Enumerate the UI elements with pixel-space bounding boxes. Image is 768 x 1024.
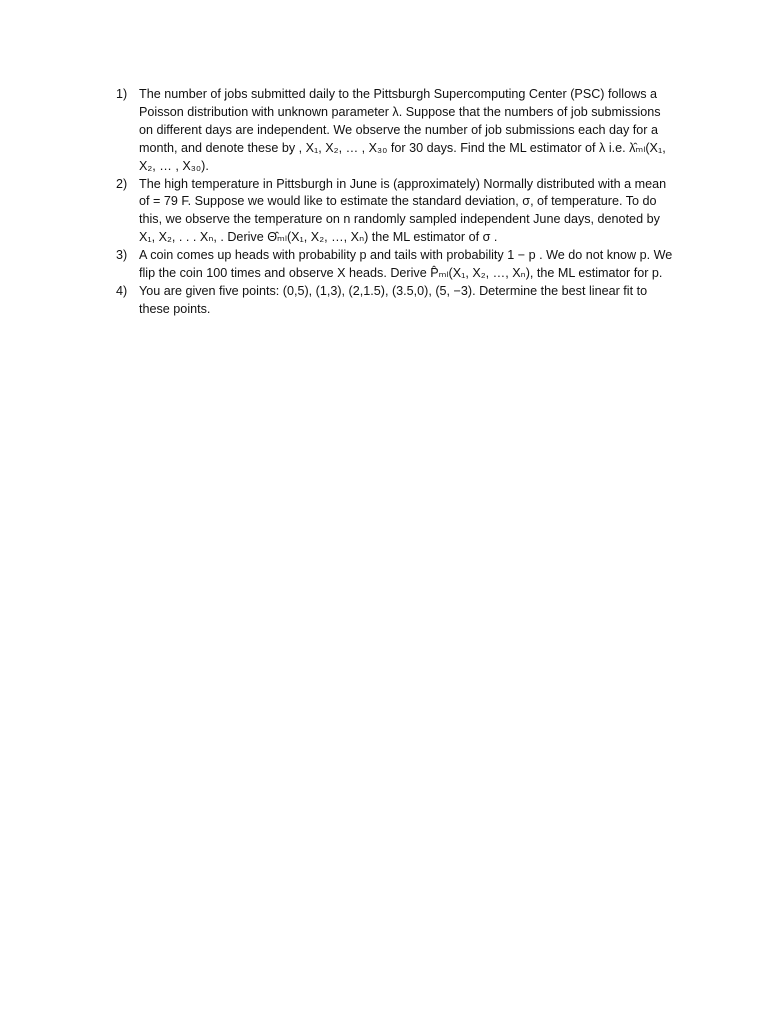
problem-4 (116, 283, 676, 319)
problem-text: The high temperature in Pittsburgh in June is (approximately) Normally distributed with a mean of = 79 F. Suppose we would like to estimate the standard deviation, σ, of temperature. To do this, we observe the temperature on n randomly sampled independent June days, denoted by X₁, X₂, . . . Xₙ, . Derive Θ̂ₘₗ(X₁, X₂, …, Xₙ) the ML estimator of σ . (139, 176, 667, 245)
problem-number: 2) (116, 176, 128, 191)
problem-3 (116, 247, 676, 283)
problem-number: 1) (116, 87, 128, 101)
problem-text: You are given five points: (0,5), (1,3), (2,1.5), (3.5,0), (5, −3). Determine the best linear fit to these points. (139, 283, 648, 316)
problem-list (116, 86, 676, 319)
problem-text: A coin comes up heads with probability p and tails with probability 1 − p . We do not know p. We flip the coin 100 times and observe X heads. Derive P̂ₘₗ(X₁, X₂, …, Xₙ), the ML estimator for p. (139, 248, 673, 281)
problem-text: The number of jobs submitted daily to the Pittsburgh Supercomputing Center (PSC) follows a Poisson distribution with unknown parameter λ. Suppose that the numbers of job submissions on different days are independent. We observe the number of job submissions each day for a month, and denote these by , X₁, X₂, … , X₃₀ for 30 days. Find the ML estimator of λ i.e. λ̂ₘₗ(X₁, X₂, … , X₃₀). (139, 87, 666, 173)
problem-1 (116, 86, 676, 176)
problem-2 (116, 176, 676, 248)
problem-number: 4) (116, 283, 128, 298)
problem-number: 3) (116, 248, 128, 263)
